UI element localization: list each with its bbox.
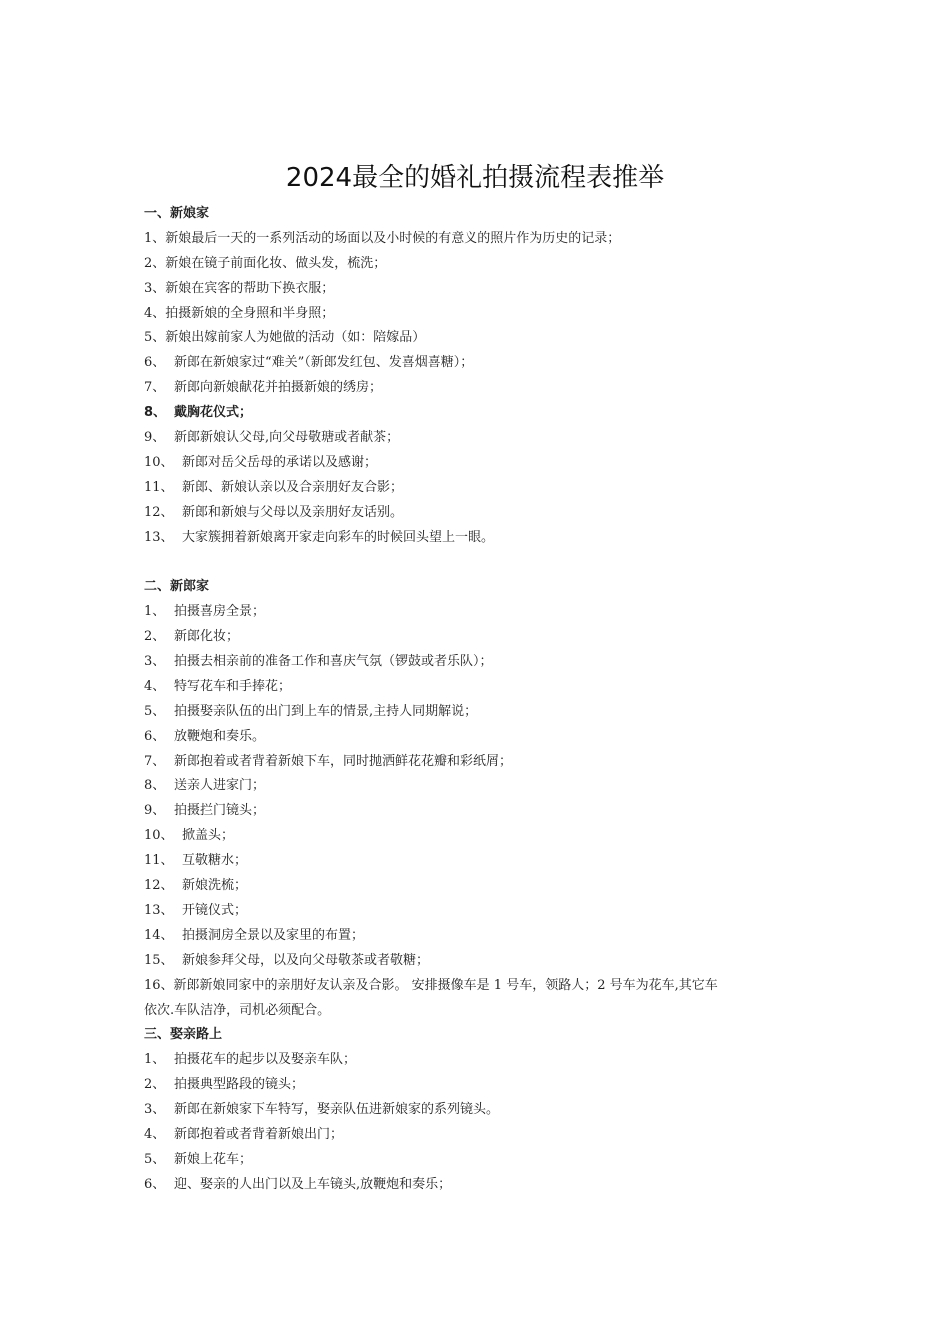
item-text: 拍摄喜房全景； [174, 604, 266, 620]
item-number: 11、 [144, 479, 174, 495]
item-text: 新郎抱着或者背着新娘下车，同时抛洒鲜花花瓣和彩纸屑； [174, 753, 513, 769]
list-item: 16、新郎新娘同家中的亲朋好友认亲及合影。 安排摄像车是 1 号车，领路人；2 号车为花车,其它车 [144, 977, 718, 993]
item-number: 10、 [144, 454, 174, 470]
page-title: 2024最全的婚礼拍摄流程表推举 [285, 163, 665, 193]
item-text: 新郎和新娘与父母以及亲朋好友话别。 [182, 504, 404, 520]
list-item [144, 277, 809, 302]
item-number: 11、 [144, 853, 174, 869]
list-item [144, 1073, 809, 1098]
item-text: 新郎抱着或者背着新娘出门； [174, 1126, 344, 1142]
item-text: 新娘参拜父母，以及向父母敬茶或者敬糖； [182, 952, 430, 968]
item-text: 拍摄娶亲队伍的出门到上车的情景,主持人同期解说； [174, 703, 478, 719]
item-number: 3、 [144, 654, 166, 670]
item-number: 4、 [144, 305, 166, 321]
list-item [144, 401, 809, 426]
item-text: 新娘在镜子前面化妆、做头发，梳洗； [165, 255, 387, 271]
item-number: 6、 [144, 728, 166, 744]
item-number: 7、 [144, 753, 166, 769]
item-text: 拍摄典型路段的镜头； [174, 1077, 305, 1093]
list-item [144, 774, 809, 799]
item-text: 特写花车和手捧花； [174, 678, 292, 694]
list-item [144, 625, 809, 650]
document-body [144, 202, 809, 1198]
item-number: 15、 [144, 952, 174, 968]
item-text: 掀盖头； [182, 828, 235, 844]
list-item [144, 351, 809, 376]
item-number: 4、 [144, 1126, 166, 1142]
item-number: 14、 [144, 927, 174, 943]
list-item [144, 302, 809, 327]
list-item [144, 501, 809, 526]
list-item [144, 824, 809, 849]
item-text: 新娘出嫁前家人为她做的活动（如：陪嫁品） [165, 330, 426, 346]
item-number: 7、 [144, 380, 166, 396]
item-number: 3、 [144, 280, 166, 296]
list-item [144, 252, 809, 277]
section-heading: 三、娶亲路上 [144, 1027, 223, 1043]
spacer [144, 550, 809, 575]
item-number: 13、 [144, 902, 174, 918]
list-item [144, 924, 809, 949]
item-number: 9、 [144, 803, 166, 819]
item-number: 1、 [144, 604, 166, 620]
list-item [144, 426, 809, 451]
item-number: 10、 [144, 828, 174, 844]
list-item [144, 451, 809, 476]
list-item [144, 1123, 809, 1148]
list-item [144, 725, 809, 750]
item-number: 1、 [144, 1052, 166, 1068]
list-item [144, 227, 809, 252]
item-text: 送亲人进家门； [174, 778, 266, 794]
item-number: 1、 [144, 230, 166, 246]
item-text: 拍摄花车的起步以及娶亲车队； [174, 1052, 357, 1068]
list-item [144, 799, 809, 824]
item-text: 新郎化妆； [174, 629, 240, 645]
item-number: 2、 [144, 629, 166, 645]
item-number: 2、 [144, 255, 166, 271]
item-text: 新娘洗梳； [182, 878, 248, 894]
list-item [144, 1048, 809, 1073]
list-item [144, 849, 809, 874]
item-text: 迎、娶亲的人出门以及上车镜头,放鞭炮和奏乐； [174, 1176, 452, 1192]
item-number: 12、 [144, 878, 174, 894]
item-number: 5、 [144, 703, 166, 719]
list-item [144, 326, 809, 351]
item-number: 6、 [144, 1176, 166, 1192]
item-number: 5、 [144, 330, 166, 346]
item-text: 互敬糖水； [182, 853, 248, 869]
item-number: 8、 [144, 778, 166, 794]
item-number: 9、 [144, 430, 166, 446]
item-text: 拍摄新娘的全身照和半身照； [165, 305, 335, 321]
item-text: 拍摄洞房全景以及家里的布置； [182, 927, 365, 943]
item-text: 新郎在新娘家过“难关”（新郎发红包、发喜烟喜糖）； [174, 355, 474, 371]
list-item [144, 526, 809, 551]
list-item [144, 600, 809, 625]
item-text: 新娘在宾客的帮助下换衣服； [165, 280, 335, 296]
list-item [144, 1148, 809, 1173]
item-text: 拍摄去相亲前的准备工作和喜庆气氛（锣鼓或者乐队）； [174, 654, 493, 670]
list-item [144, 899, 809, 924]
list-item [144, 675, 809, 700]
item-text: 开镜仪式； [182, 902, 248, 918]
item-number: 3、 [144, 1102, 166, 1118]
item-text: 大家簇拥着新娘离开家走向彩车的时候回头望上一眼。 [182, 529, 495, 545]
item-text: 新郎向新娘献花并拍摄新娘的绣房； [174, 380, 383, 396]
item-number: 2、 [144, 1077, 166, 1093]
item-text: 放鞭炮和奏乐。 [174, 728, 266, 744]
item-number: 12、 [144, 504, 174, 520]
item-text: 新郎、新娘认亲以及合亲朋好友合影； [182, 479, 404, 495]
list-item [144, 476, 809, 501]
list-item [144, 750, 809, 775]
item-number: 5、 [144, 1151, 166, 1167]
item-number: 13、 [144, 529, 174, 545]
item-number: 8、 [144, 405, 167, 421]
item-text: 新郎新娘认父母,向父母敬瑭或者献茶； [174, 430, 400, 446]
list-item [144, 1173, 809, 1198]
list-item [144, 1098, 809, 1123]
list-item-continuation: 依次.车队洁净，司机必须配合。 [144, 1002, 331, 1018]
item-text: 新娘最后一天的一系列活动的场面以及小时候的有意义的照片作为历史的记录； [165, 230, 621, 246]
item-text: 新郎在新娘家下车特写，娶亲队伍进新娘家的系列镜头。 [174, 1102, 500, 1118]
list-item [144, 650, 809, 675]
item-text: 戴胸花仪式； [174, 405, 253, 421]
list-item [144, 949, 809, 974]
item-text: 拍摄拦门镜头； [174, 803, 266, 819]
section-heading: 一、新娘家 [144, 206, 210, 221]
item-text: 新郎对岳父岳母的承诺以及感谢； [182, 454, 378, 470]
list-item [144, 700, 809, 725]
item-number: 6、 [144, 355, 166, 371]
list-item [144, 376, 809, 401]
list-item [144, 874, 809, 899]
section-heading: 二、新郎家 [144, 579, 210, 595]
item-text: 新娘上花车； [174, 1151, 253, 1167]
item-number: 4、 [144, 678, 166, 694]
